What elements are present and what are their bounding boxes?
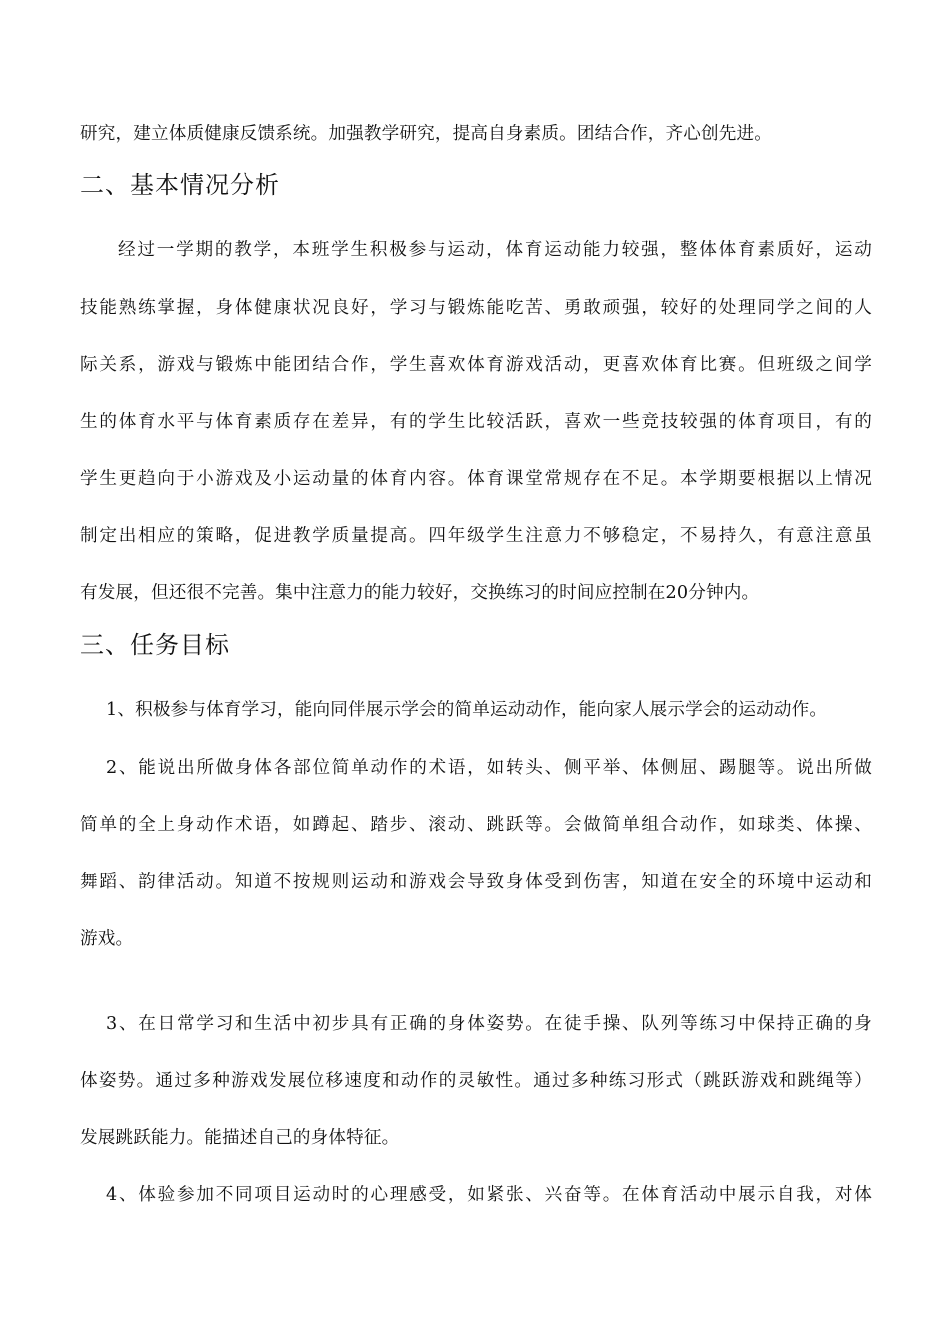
goal-item-2-line: 2、能说出所做身体各部位简单动作的术语，如转头、侧平举、体侧屈、踢腿等。说出所做 bbox=[106, 758, 872, 778]
paragraph-line: 经过一学期的教学，本班学生积极参与运动，体育运动能力较强，整体体育素质好，运动 bbox=[118, 240, 872, 260]
goal-item-3-line: 发展跳跃能力。能描述自己的身体特征。 bbox=[80, 1128, 400, 1148]
goal-item-3-line: 体姿势。通过多种游戏发展位移速度和动作的灵敏性。通过多种练习形式（跳跃游戏和跳绳等） bbox=[80, 1071, 872, 1091]
paragraph-line: 制定出相应的策略，促进教学质量提高。四年级学生注意力不够稳定，不易持久，有意注意虽 bbox=[80, 526, 872, 546]
goal-item-2-line: 舞蹈、韵律活动。知道不按规则运动和游戏会导致身体受到伤害，知道在安全的环境中运动和 bbox=[80, 872, 872, 892]
paragraph-line: 学生更趋向于小游戏及小运动量的体育内容。体育课堂常规存在不足。本学期要根据以上情况 bbox=[80, 469, 872, 489]
goal-item-2-line: 游戏。 bbox=[80, 929, 134, 949]
paragraph-line: 有发展，但还很不完善。集中注意力的能力较好，交换练习的时间应控制在20分钟内。 bbox=[80, 583, 760, 603]
paragraph-line: 技能熟练掌握，身体健康状况良好，学习与锻炼能吃苦、勇敢顽强，较好的处理同学之间的人 bbox=[80, 298, 872, 318]
goal-item-1-line: 1、积极参与体育学习，能向同伴展示学会的简单运动动作，能向家人展示学会的运动动作。 bbox=[106, 700, 828, 720]
goal-item-2-line: 简单的全上身动作术语，如蹲起、踏步、滚动、跳跃等。会做简单组合动作，如球类、体操、 bbox=[80, 815, 872, 835]
paragraph-line: 生的体育水平与体育素质存在差异，有的学生比较活跃，喜欢一些竞技较强的体育项目，有的 bbox=[80, 412, 872, 432]
section-heading-basic-situation: 二、基本情况分析 bbox=[80, 171, 280, 199]
goal-item-4-line: 4、体验参加不同项目运动时的心理感受，如紧张、兴奋等。在体育活动中展示自我，对体 bbox=[106, 1185, 872, 1205]
paragraph-line: 际关系，游戏与锻炼中能团结合作，学生喜欢体育游戏活动，更喜欢体育比赛。但班级之间学 bbox=[80, 355, 872, 375]
section-heading-task-goals: 三、任务目标 bbox=[80, 631, 230, 659]
intro-tail-line: 研究，建立体质健康反馈系统。加强教学研究，提高自身素质。团结合作，齐心创先进。 bbox=[80, 124, 773, 144]
goal-item-3-line: 3、在日常学习和生活中初步具有正确的身体姿势。在徒手操、队列等练习中保持正确的身 bbox=[106, 1014, 872, 1034]
